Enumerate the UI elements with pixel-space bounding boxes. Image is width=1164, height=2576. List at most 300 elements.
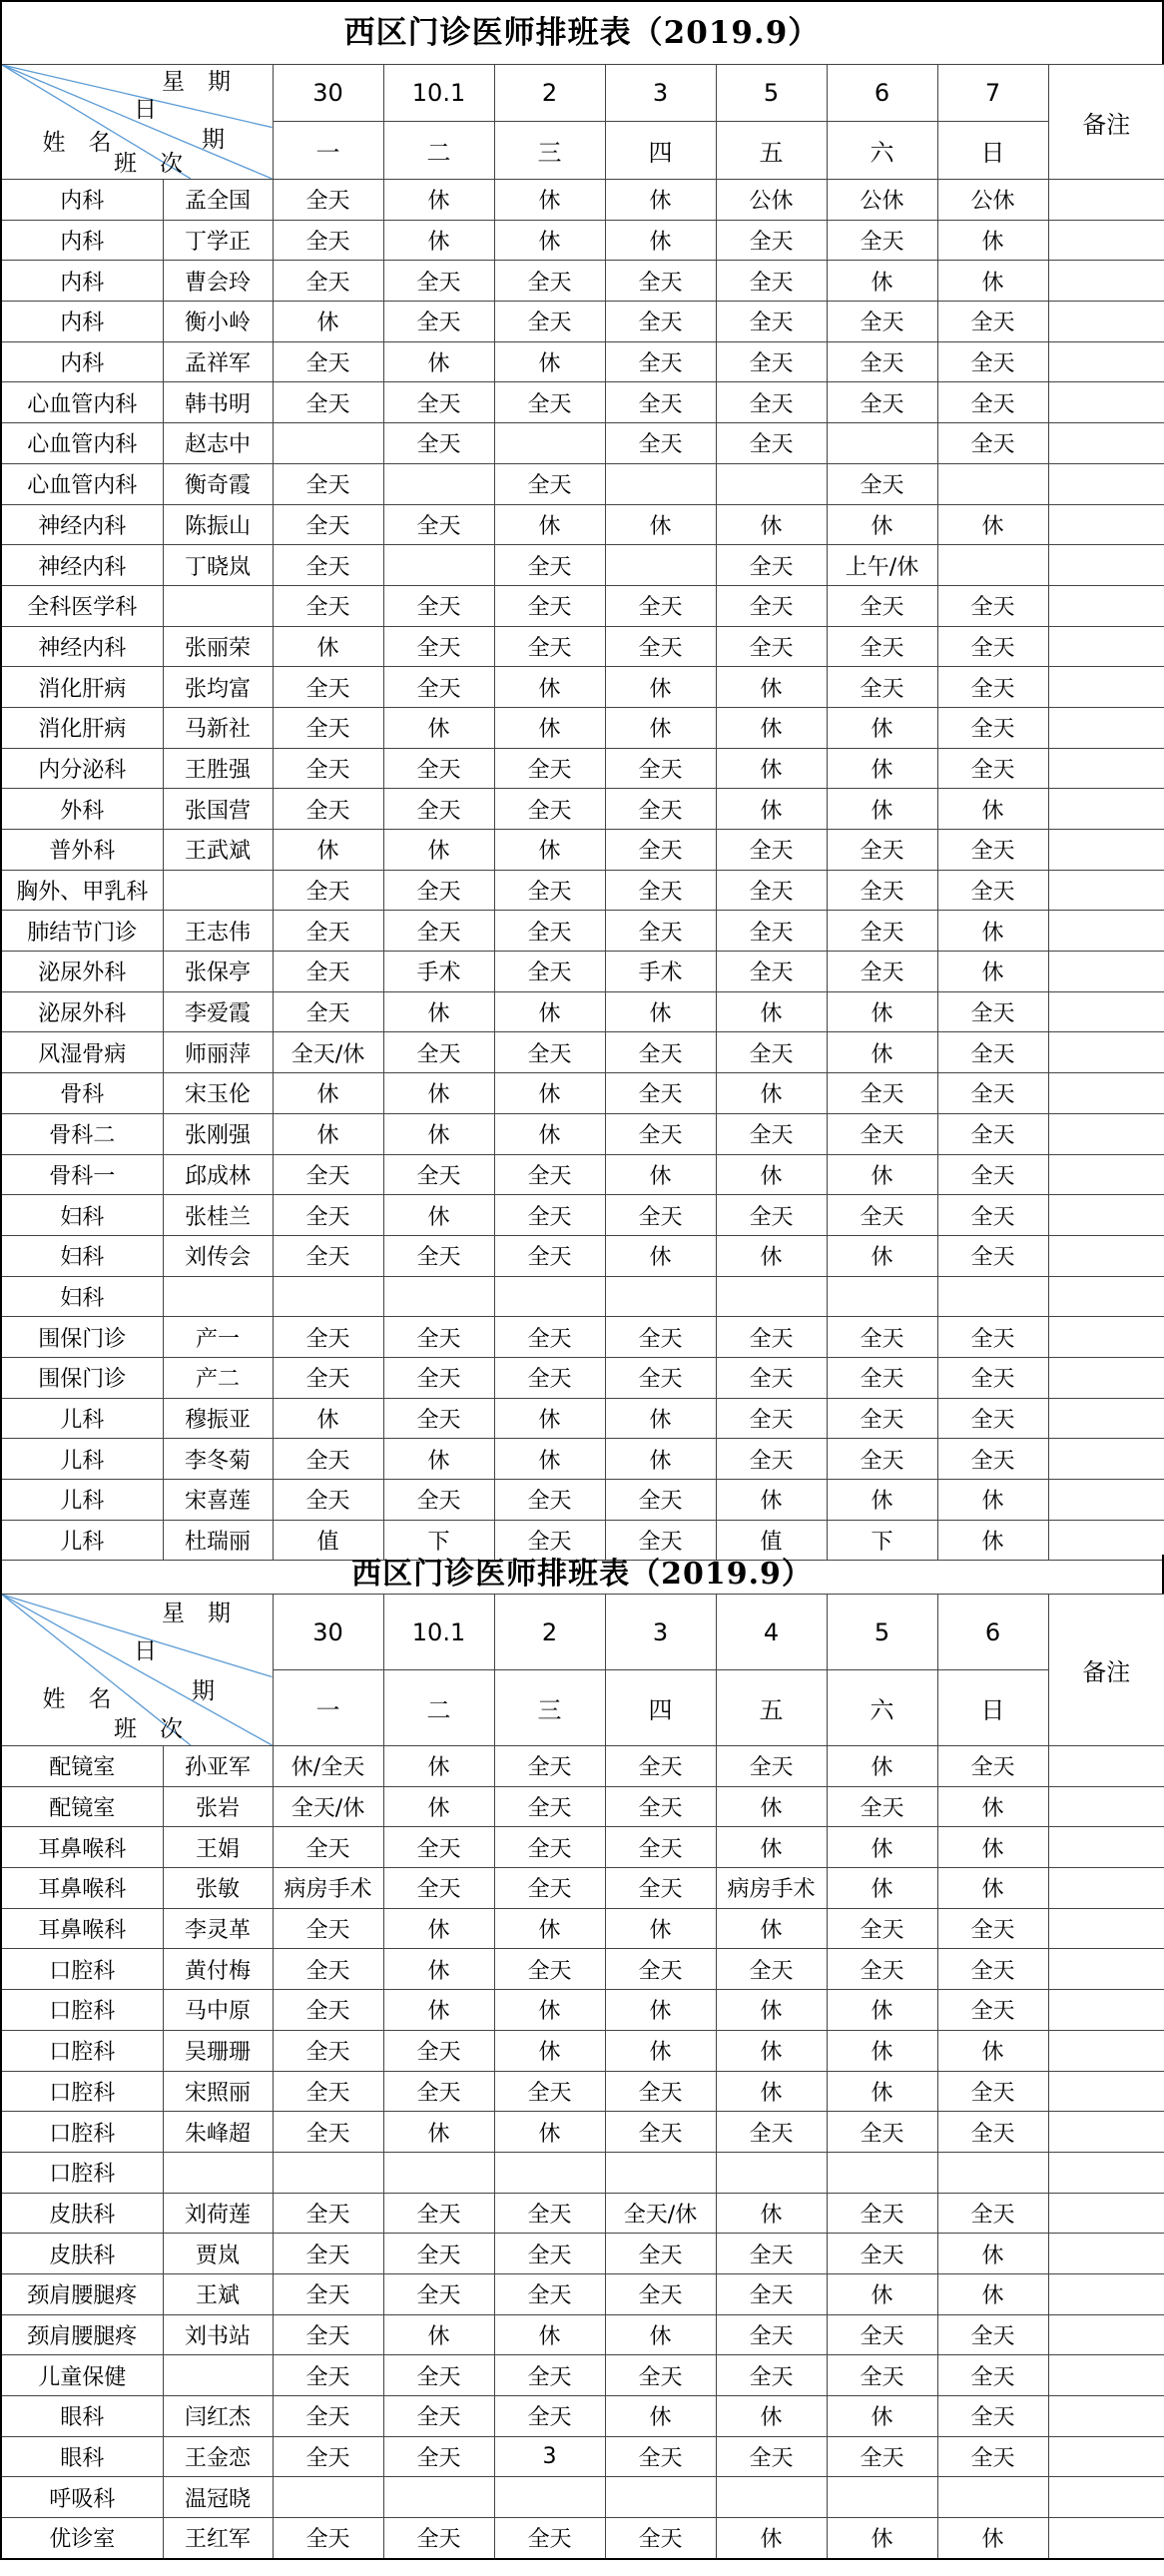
shift-cell: 全天 (937, 2314, 1048, 2355)
shift-cell: 休 (716, 2071, 827, 2112)
department-cell: 耳鼻喉科 (1, 1868, 163, 1909)
shift-cell: 全天 (273, 2436, 383, 2477)
shift-cell: 全天 (383, 1868, 494, 1909)
table-row (1, 1908, 1164, 1949)
shift-cell (494, 423, 605, 464)
shift-cell: 全天 (273, 1480, 383, 1521)
corner-day-label: 日 (134, 1638, 157, 1664)
shift-cell: 全天 (383, 1317, 494, 1358)
date-header: 2 (494, 65, 605, 122)
shift-cell: 全天 (494, 1786, 605, 1827)
shift-cell: 休 (494, 220, 605, 261)
shift-cell: 全天 (494, 1746, 605, 1787)
table-row (1, 261, 1164, 302)
shift-cell: 休 (716, 1235, 827, 1276)
shift-cell: 休 (383, 991, 494, 1032)
shift-cell: 休 (827, 1827, 937, 1868)
shift-cell: 休 (494, 180, 605, 221)
shift-cell: 休 (827, 1990, 937, 2031)
shift-cell: 休 (605, 1908, 716, 1949)
department-cell: 口腔科 (1, 2030, 163, 2071)
remark-cell (1048, 504, 1164, 545)
shift-cell: 休 (273, 830, 383, 871)
doctor-name-cell: 张均富 (163, 667, 273, 708)
shift-cell: 全天 (605, 2273, 716, 2314)
shift-cell: 休 (716, 1827, 827, 1868)
corner-shift-label: 班 次 (114, 151, 183, 177)
doctor-name-cell: 刘荷莲 (163, 2193, 273, 2234)
shift-cell: 全天 (827, 1317, 937, 1358)
shift-cell: 全天 (383, 504, 494, 545)
department-cell: 耳鼻喉科 (1, 1827, 163, 1868)
shift-cell: 休 (937, 952, 1048, 992)
shift-cell: 全天 (937, 830, 1048, 871)
corner-shift-label: 班 次 (114, 1716, 183, 1742)
shift-cell: 值 (273, 1520, 383, 1561)
weekday-header: 四 (605, 1670, 716, 1746)
shift-cell: 休 (937, 220, 1048, 261)
shift-cell (273, 1276, 383, 1317)
shift-cell: 休 (716, 2518, 827, 2559)
shift-cell: 休 (827, 707, 937, 748)
shift-cell (383, 463, 494, 504)
shift-cell: 全天 (273, 2396, 383, 2437)
shift-cell: 全天 (494, 545, 605, 586)
shift-cell: 全天 (716, 870, 827, 911)
shift-cell: 全天 (827, 830, 937, 871)
doctor-name-cell: 王志伟 (163, 911, 273, 952)
shift-cell: 全天 (273, 2518, 383, 2559)
shift-cell: 全天 (605, 830, 716, 871)
shift-cell: 全天 (937, 585, 1048, 626)
shift-cell: 休 (605, 220, 716, 261)
shift-cell: 休 (494, 1439, 605, 1480)
doctor-name-cell: 王斌 (163, 2273, 273, 2314)
shift-cell: 休 (383, 2314, 494, 2355)
table-row (1, 748, 1164, 789)
date-header: 30 (273, 65, 383, 122)
shift-cell: 全天 (937, 707, 1048, 748)
doctor-name-cell: 赵志中 (163, 423, 273, 464)
shift-cell: 全天 (494, 870, 605, 911)
doctor-name-cell: 张桂兰 (163, 1195, 273, 1236)
shift-cell (383, 2477, 494, 2518)
shift-cell: 休 (937, 2030, 1048, 2071)
shift-cell: 全天 (827, 667, 937, 708)
doctor-name-cell: 贾岚 (163, 2234, 273, 2274)
table-row (1, 504, 1164, 545)
shift-cell: 休 (605, 1990, 716, 2031)
shift-cell: 全天 (716, 545, 827, 586)
remark-cell (1048, 1195, 1164, 1236)
table-row (1, 2355, 1164, 2396)
shift-cell (827, 2477, 937, 2518)
remark-cell (1048, 626, 1164, 667)
shift-cell: 全天 (273, 1439, 383, 1480)
doctor-name-cell: 陈振山 (163, 504, 273, 545)
shift-cell (716, 463, 827, 504)
shift-cell: 全天 (716, 261, 827, 302)
shift-cell: 3 (494, 2436, 605, 2477)
remark-cell (1048, 585, 1164, 626)
remark-cell (1048, 952, 1164, 992)
shift-cell (494, 2477, 605, 2518)
shift-cell: 全天 (605, 1113, 716, 1154)
shift-cell: 全天 (273, 748, 383, 789)
department-cell: 儿科 (1, 1480, 163, 1521)
shift-cell: 休 (494, 1908, 605, 1949)
shift-cell: 全天 (494, 382, 605, 423)
department-cell: 口腔科 (1, 1990, 163, 2031)
shift-cell: 全天 (827, 870, 937, 911)
shift-cell: 全天 (605, 302, 716, 342)
shift-cell: 全天 (827, 1786, 937, 1827)
shift-cell: 全天 (605, 2112, 716, 2153)
shift-cell: 休 (383, 220, 494, 261)
shift-cell: 全天 (716, 911, 827, 952)
remark-cell (1048, 1827, 1164, 1868)
doctor-name-cell: 曹会玲 (163, 261, 273, 302)
shift-cell: 全天 (716, 423, 827, 464)
department-cell: 口腔科 (1, 2152, 163, 2193)
shift-cell: 全天 (605, 1746, 716, 1787)
table-row (1, 1990, 1164, 2031)
department-cell: 围保门诊 (1, 1357, 163, 1398)
shift-cell: 全天/休 (605, 2193, 716, 2234)
shift-cell: 全天 (273, 2273, 383, 2314)
schedule-section-2 (0, 1555, 1164, 2560)
shift-cell: 全天 (494, 1357, 605, 1398)
shift-cell: 休 (383, 1439, 494, 1480)
doctor-name-cell (163, 870, 273, 911)
corner-period-label: 期 (202, 127, 225, 153)
shift-cell: 休 (716, 2193, 827, 2234)
department-cell: 全科医学科 (1, 585, 163, 626)
shift-cell: 休 (716, 1073, 827, 1114)
shift-cell: 全天 (716, 302, 827, 342)
department-cell: 配镜室 (1, 1786, 163, 1827)
date-header: 3 (605, 65, 716, 122)
shift-cell: 全天 (494, 952, 605, 992)
shift-cell: 全天 (383, 585, 494, 626)
shift-cell: 全天 (827, 911, 937, 952)
shift-cell: 全天 (605, 1357, 716, 1398)
shift-cell: 全天 (273, 545, 383, 586)
table-row (1, 667, 1164, 708)
shift-cell: 休 (494, 1073, 605, 1114)
shift-cell: 休 (605, 2314, 716, 2355)
shift-cell: 休 (383, 180, 494, 221)
remark-header: 备注 (1048, 65, 1164, 180)
shift-cell (716, 2152, 827, 2193)
shift-cell: 全天 (937, 748, 1048, 789)
shift-cell: 全天 (605, 1520, 716, 1561)
remark-cell (1048, 2071, 1164, 2112)
shift-cell: 全天 (605, 1949, 716, 1990)
shift-cell: 全天 (716, 1357, 827, 1398)
weekday-header: 六 (827, 1670, 937, 1746)
remark-cell (1048, 830, 1164, 871)
department-cell: 皮肤科 (1, 2234, 163, 2274)
weekday-header: 三 (494, 1670, 605, 1746)
shift-cell (827, 2152, 937, 2193)
shift-cell: 全天 (605, 2518, 716, 2559)
shift-cell: 全天 (605, 585, 716, 626)
table-row (1, 302, 1164, 342)
corner-name-label: 姓 名 (42, 1686, 112, 1712)
department-cell: 内科 (1, 220, 163, 261)
shift-cell: 全天 (494, 748, 605, 789)
department-cell: 妇科 (1, 1195, 163, 1236)
shift-cell: 全天 (273, 1908, 383, 1949)
shift-cell (827, 1276, 937, 1317)
shift-cell (605, 545, 716, 586)
shift-cell: 全天 (494, 463, 605, 504)
shift-cell: 全天 (494, 2518, 605, 2559)
doctor-name-cell: 韩书明 (163, 382, 273, 423)
department-cell: 内科 (1, 302, 163, 342)
header-corner (1, 1595, 273, 1746)
shift-cell: 全天 (605, 2355, 716, 2396)
weekday-header: 一 (273, 1670, 383, 1746)
doctor-name-cell: 温冠晓 (163, 2477, 273, 2518)
shift-cell: 全天 (827, 302, 937, 342)
doctor-name-cell: 刘传会 (163, 1235, 273, 1276)
table-row (1, 1357, 1164, 1398)
shift-cell: 全天 (494, 1154, 605, 1195)
department-cell: 颈肩腰腿疼 (1, 2273, 163, 2314)
date-header: 10.1 (383, 65, 494, 122)
shift-cell: 全天 (827, 585, 937, 626)
shift-cell: 休 (716, 1480, 827, 1521)
department-cell: 眼科 (1, 2436, 163, 2477)
shift-cell: 全天 (273, 1195, 383, 1236)
weekday-header: 二 (383, 122, 494, 180)
shift-cell: 全天 (605, 341, 716, 382)
shift-cell: 休 (273, 1398, 383, 1439)
department-cell: 泌尿外科 (1, 991, 163, 1032)
department-cell: 妇科 (1, 1276, 163, 1317)
department-cell: 肺结节门诊 (1, 911, 163, 952)
shift-cell: 休 (937, 2518, 1048, 2559)
shift-cell: 全天 (273, 585, 383, 626)
shift-cell: 休 (716, 748, 827, 789)
department-cell: 内科 (1, 261, 163, 302)
shift-cell: 休 (383, 2112, 494, 2153)
doctor-name-cell: 宋玉伦 (163, 1073, 273, 1114)
department-cell: 心血管内科 (1, 382, 163, 423)
shift-cell: 全天 (937, 667, 1048, 708)
shift-cell (605, 2477, 716, 2518)
department-cell: 围保门诊 (1, 1317, 163, 1358)
shift-cell: 全天 (494, 2234, 605, 2274)
department-cell: 皮肤科 (1, 2193, 163, 2234)
doctor-name-cell: 丁学正 (163, 220, 273, 261)
department-cell: 内科 (1, 341, 163, 382)
shift-cell: 全天 (494, 2355, 605, 2396)
shift-cell: 休 (494, 2030, 605, 2071)
shift-cell: 休/全天 (273, 1746, 383, 1787)
shift-cell: 全天 (383, 2355, 494, 2396)
shift-cell: 全天 (605, 870, 716, 911)
shift-cell: 休 (827, 1746, 937, 1787)
remark-cell (1048, 870, 1164, 911)
shift-cell: 休 (494, 504, 605, 545)
shift-cell: 全天 (937, 2396, 1048, 2437)
shift-cell: 全天 (605, 2234, 716, 2274)
shift-cell: 全天 (937, 1746, 1048, 1787)
shift-cell: 休 (273, 626, 383, 667)
shift-cell (605, 2152, 716, 2193)
shift-cell: 全天 (827, 1195, 937, 1236)
shift-cell: 休 (494, 1113, 605, 1154)
shift-cell: 全天 (273, 2314, 383, 2355)
shift-cell: 休 (383, 1786, 494, 1827)
table-row (1, 1276, 1164, 1317)
shift-cell: 休 (827, 991, 937, 1032)
shift-cell: 全天 (273, 341, 383, 382)
table-row (1, 1398, 1164, 1439)
doctor-name-cell: 丁晓岚 (163, 545, 273, 586)
department-cell: 骨科一 (1, 1154, 163, 1195)
table-row (1, 1195, 1164, 1236)
shift-cell: 全天 (716, 1949, 827, 1990)
weekday-header: 日 (937, 1670, 1048, 1746)
shift-cell: 全天 (494, 1195, 605, 1236)
shift-cell: 全天 (937, 1032, 1048, 1073)
shift-cell (605, 463, 716, 504)
shift-cell: 全天 (937, 2071, 1048, 2112)
shift-cell: 休 (716, 991, 827, 1032)
shift-cell: 休 (827, 1154, 937, 1195)
shift-cell: 休 (383, 1908, 494, 1949)
table-row (1, 1235, 1164, 1276)
shift-cell: 休 (827, 748, 937, 789)
shift-cell: 全天 (716, 2234, 827, 2274)
shift-cell: 休 (827, 1235, 937, 1276)
date-header: 5 (827, 1595, 937, 1670)
department-cell: 普外科 (1, 830, 163, 871)
schedule-title: 西区门诊医师排班表（2019.9） (0, 0, 1164, 64)
shift-cell: 休 (937, 504, 1048, 545)
remark-cell (1048, 1113, 1164, 1154)
doctor-name-cell: 邱成林 (163, 1154, 273, 1195)
remark-cell (1048, 1276, 1164, 1317)
shift-cell: 全天 (273, 1317, 383, 1358)
table-row (1, 2273, 1164, 2314)
shift-cell: 休 (605, 667, 716, 708)
shift-cell: 全天 (716, 2436, 827, 2477)
shift-cell (494, 2152, 605, 2193)
shift-cell (273, 423, 383, 464)
department-cell: 配镜室 (1, 1746, 163, 1787)
shift-cell: 全天 (494, 911, 605, 952)
shift-cell: 全天 (716, 2355, 827, 2396)
shift-cell: 休 (383, 830, 494, 871)
shift-cell: 全天 (605, 1073, 716, 1114)
shift-cell: 全天 (716, 830, 827, 871)
doctor-name-cell (163, 585, 273, 626)
weekday-header: 六 (827, 122, 937, 180)
table-row (1, 991, 1164, 1032)
shift-cell: 休 (605, 2396, 716, 2437)
shift-cell: 全天 (937, 1908, 1048, 1949)
remark-cell (1048, 1317, 1164, 1358)
shift-cell: 公休 (827, 180, 937, 221)
shift-cell: 休 (937, 2273, 1048, 2314)
shift-cell: 休 (494, 830, 605, 871)
doctor-name-cell: 宋照丽 (163, 2071, 273, 2112)
shift-cell: 全天 (716, 952, 827, 992)
remark-cell (1048, 180, 1164, 221)
shift-cell: 全天 (494, 1827, 605, 1868)
shift-cell: 全天 (605, 1032, 716, 1073)
remark-cell (1048, 2193, 1164, 2234)
shift-cell: 手术 (383, 952, 494, 992)
shift-cell: 全天 (273, 1235, 383, 1276)
shift-cell: 休 (716, 789, 827, 830)
shift-cell: 全天 (383, 1154, 494, 1195)
shift-cell: 休 (827, 504, 937, 545)
shift-cell: 全天 (383, 261, 494, 302)
date-header: 3 (605, 1595, 716, 1670)
remark-cell (1048, 2477, 1164, 2518)
shift-cell: 全天 (937, 2436, 1048, 2477)
table-row (1, 2112, 1164, 2153)
shift-cell: 休 (716, 707, 827, 748)
shift-cell: 休 (383, 1949, 494, 1990)
remark-cell (1048, 341, 1164, 382)
schedule-title: 西区门诊医师排班表（2019.9） (0, 1555, 1164, 1594)
department-cell: 骨科二 (1, 1113, 163, 1154)
table-row (1, 2071, 1164, 2112)
shift-cell (937, 2477, 1048, 2518)
remark-cell (1048, 2112, 1164, 2153)
remark-cell (1048, 1949, 1164, 1990)
shift-cell: 全天 (273, 261, 383, 302)
shift-cell: 全天 (383, 2071, 494, 2112)
date-header: 2 (494, 1595, 605, 1670)
shift-cell: 全天 (937, 1154, 1048, 1195)
doctor-name-cell: 产二 (163, 1357, 273, 1398)
doctor-name-cell: 孟全国 (163, 180, 273, 221)
shift-cell: 全天 (273, 991, 383, 1032)
header-corner (1, 65, 273, 180)
shift-cell: 全天 (937, 341, 1048, 382)
table-row (1, 707, 1164, 748)
shift-cell: 病房手术 (716, 1868, 827, 1909)
doctor-name-cell: 衡奇霞 (163, 463, 273, 504)
table-row (1, 911, 1164, 952)
remark-cell (1048, 1786, 1164, 1827)
table-row (1, 2436, 1164, 2477)
shift-cell: 全天 (605, 789, 716, 830)
shift-cell: 全天 (494, 1235, 605, 1276)
shift-cell: 全天 (273, 2030, 383, 2071)
shift-cell: 全天 (716, 341, 827, 382)
table-row (1, 463, 1164, 504)
remark-cell (1048, 911, 1164, 952)
shift-cell: 下 (827, 1520, 937, 1561)
shift-cell: 全天 (494, 1032, 605, 1073)
table-row (1, 180, 1164, 221)
table-row (1, 1480, 1164, 1521)
remark-cell (1048, 991, 1164, 1032)
remark-cell (1048, 2396, 1164, 2437)
shift-cell: 全天 (383, 626, 494, 667)
remark-cell (1048, 2436, 1164, 2477)
shift-cell: 休 (827, 2071, 937, 2112)
